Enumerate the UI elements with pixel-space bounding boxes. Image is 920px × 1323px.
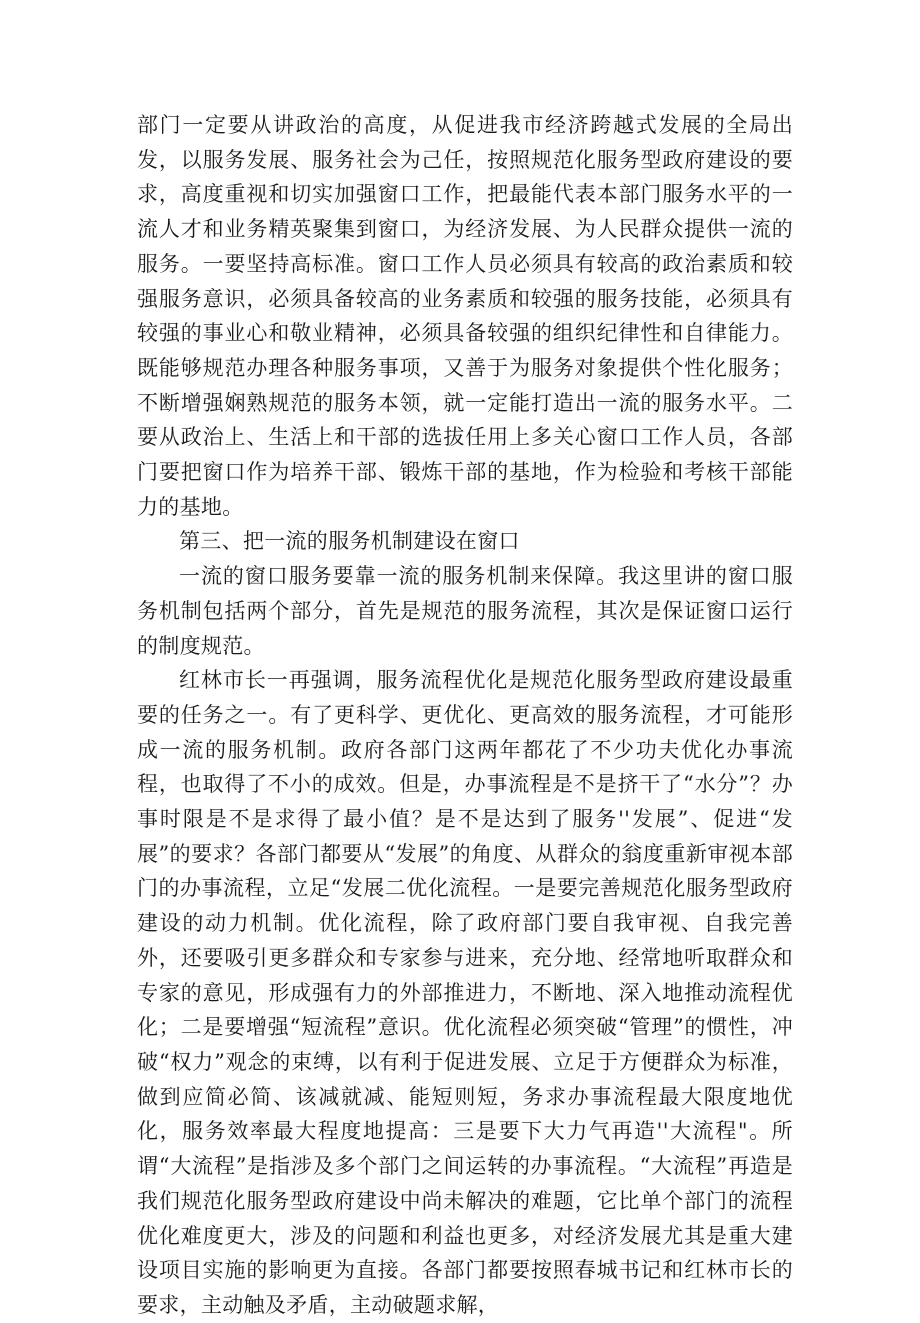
- document-body: [137, 108, 793, 1323]
- paragraph: 一流的窗口服务要靠一流的服务机制来保障。我这里讲的窗口服务机制包括两个部分，首先是规范的服务流程，其次是保证窗口运行的制度规范。: [137, 564, 793, 658]
- paragraph: 部门一定要从讲政治的高度，从促进我市经济跨越式发展的全局出发，以服务发展、服务社会为己任，按照规范化服务型政府建设的要求，高度重视和切实加强窗口工作，把最能代表本部门服务水平的一流人才和业务精英聚集到窗口，为经济发展、为人民群众提供一流的服务。一要坚持高标准。窗口工作人员必须具有较高的政治素质和较强服务意识，必须具备较高的业务素质和较强的服务技能，必须具有较强的事业心和敬业精神，必须具备较强的组织纪律性和自律能力。既能够规范办理各种服务事项，又善于为服务对象提供个性化服务；不断增强娴熟规范的服务本领，就一定能打造出一流的服务水平。二要从政治上、生活上和干部的选拔任用上多关心窗口工作人员，各部门要把窗口作为培养干部、锻炼干部的基地，作为检验和考核干部能力的基地。: [137, 113, 793, 519]
- paragraph: 红林市长一再强调，服务流程优化是规范化服务型政府建设最重要的任务之一。有了更科学、更优化、更高效的服务流程，才可能形成一流的服务机制。政府各部门这两年都花了不少功夫优化办事流程，也取得了不小的成效。但是，办事流程是不是挤干了“水分”？办事时限是不是求得了最小值？是不是达到了服务''发展”、促进“发展”的要求？各部门都要从“发展”的角度、从群众的翁度重新审视本部门的办事流程，立足“发展二优化流程。一是要完善规范化服务型政府建设的动力机制。优化流程，除了政府部门要自我审视、自我完善外，还要吸引更多群众和专家参与进来，充分地、经常地听取群众和专家的意见，形成强有力的外部推进力，不断地、深入地推动流程优化；二是要增强“短流程”意识。优化流程必须突破“管理”的惯性，冲破“权力”观念的束缚，以有利于促进发展、立足于方便群众为标准，做到应简必简、该减就减、能短则短，务求办事流程最大限度地优化，服务效率最大程度地提高：三是要下大力气再造''大流程"。所谓“大流程”是指涉及多个部门之间运转的办事流程。“大流程”再造是我们规范化服务型政府建设中尚未解决的难题，它比单个部门的流程优化难度更大，涉及的问题和利益也更多，对经济发展尤其是重大建设项目实施的影响更为直接。各部门都要按照春城书记和红林市长的要求，主动触及矛盾，主动破题求解，: [137, 668, 793, 1317]
- section-heading: 第三、把一流的服务机制建设在窗口: [179, 529, 520, 554]
